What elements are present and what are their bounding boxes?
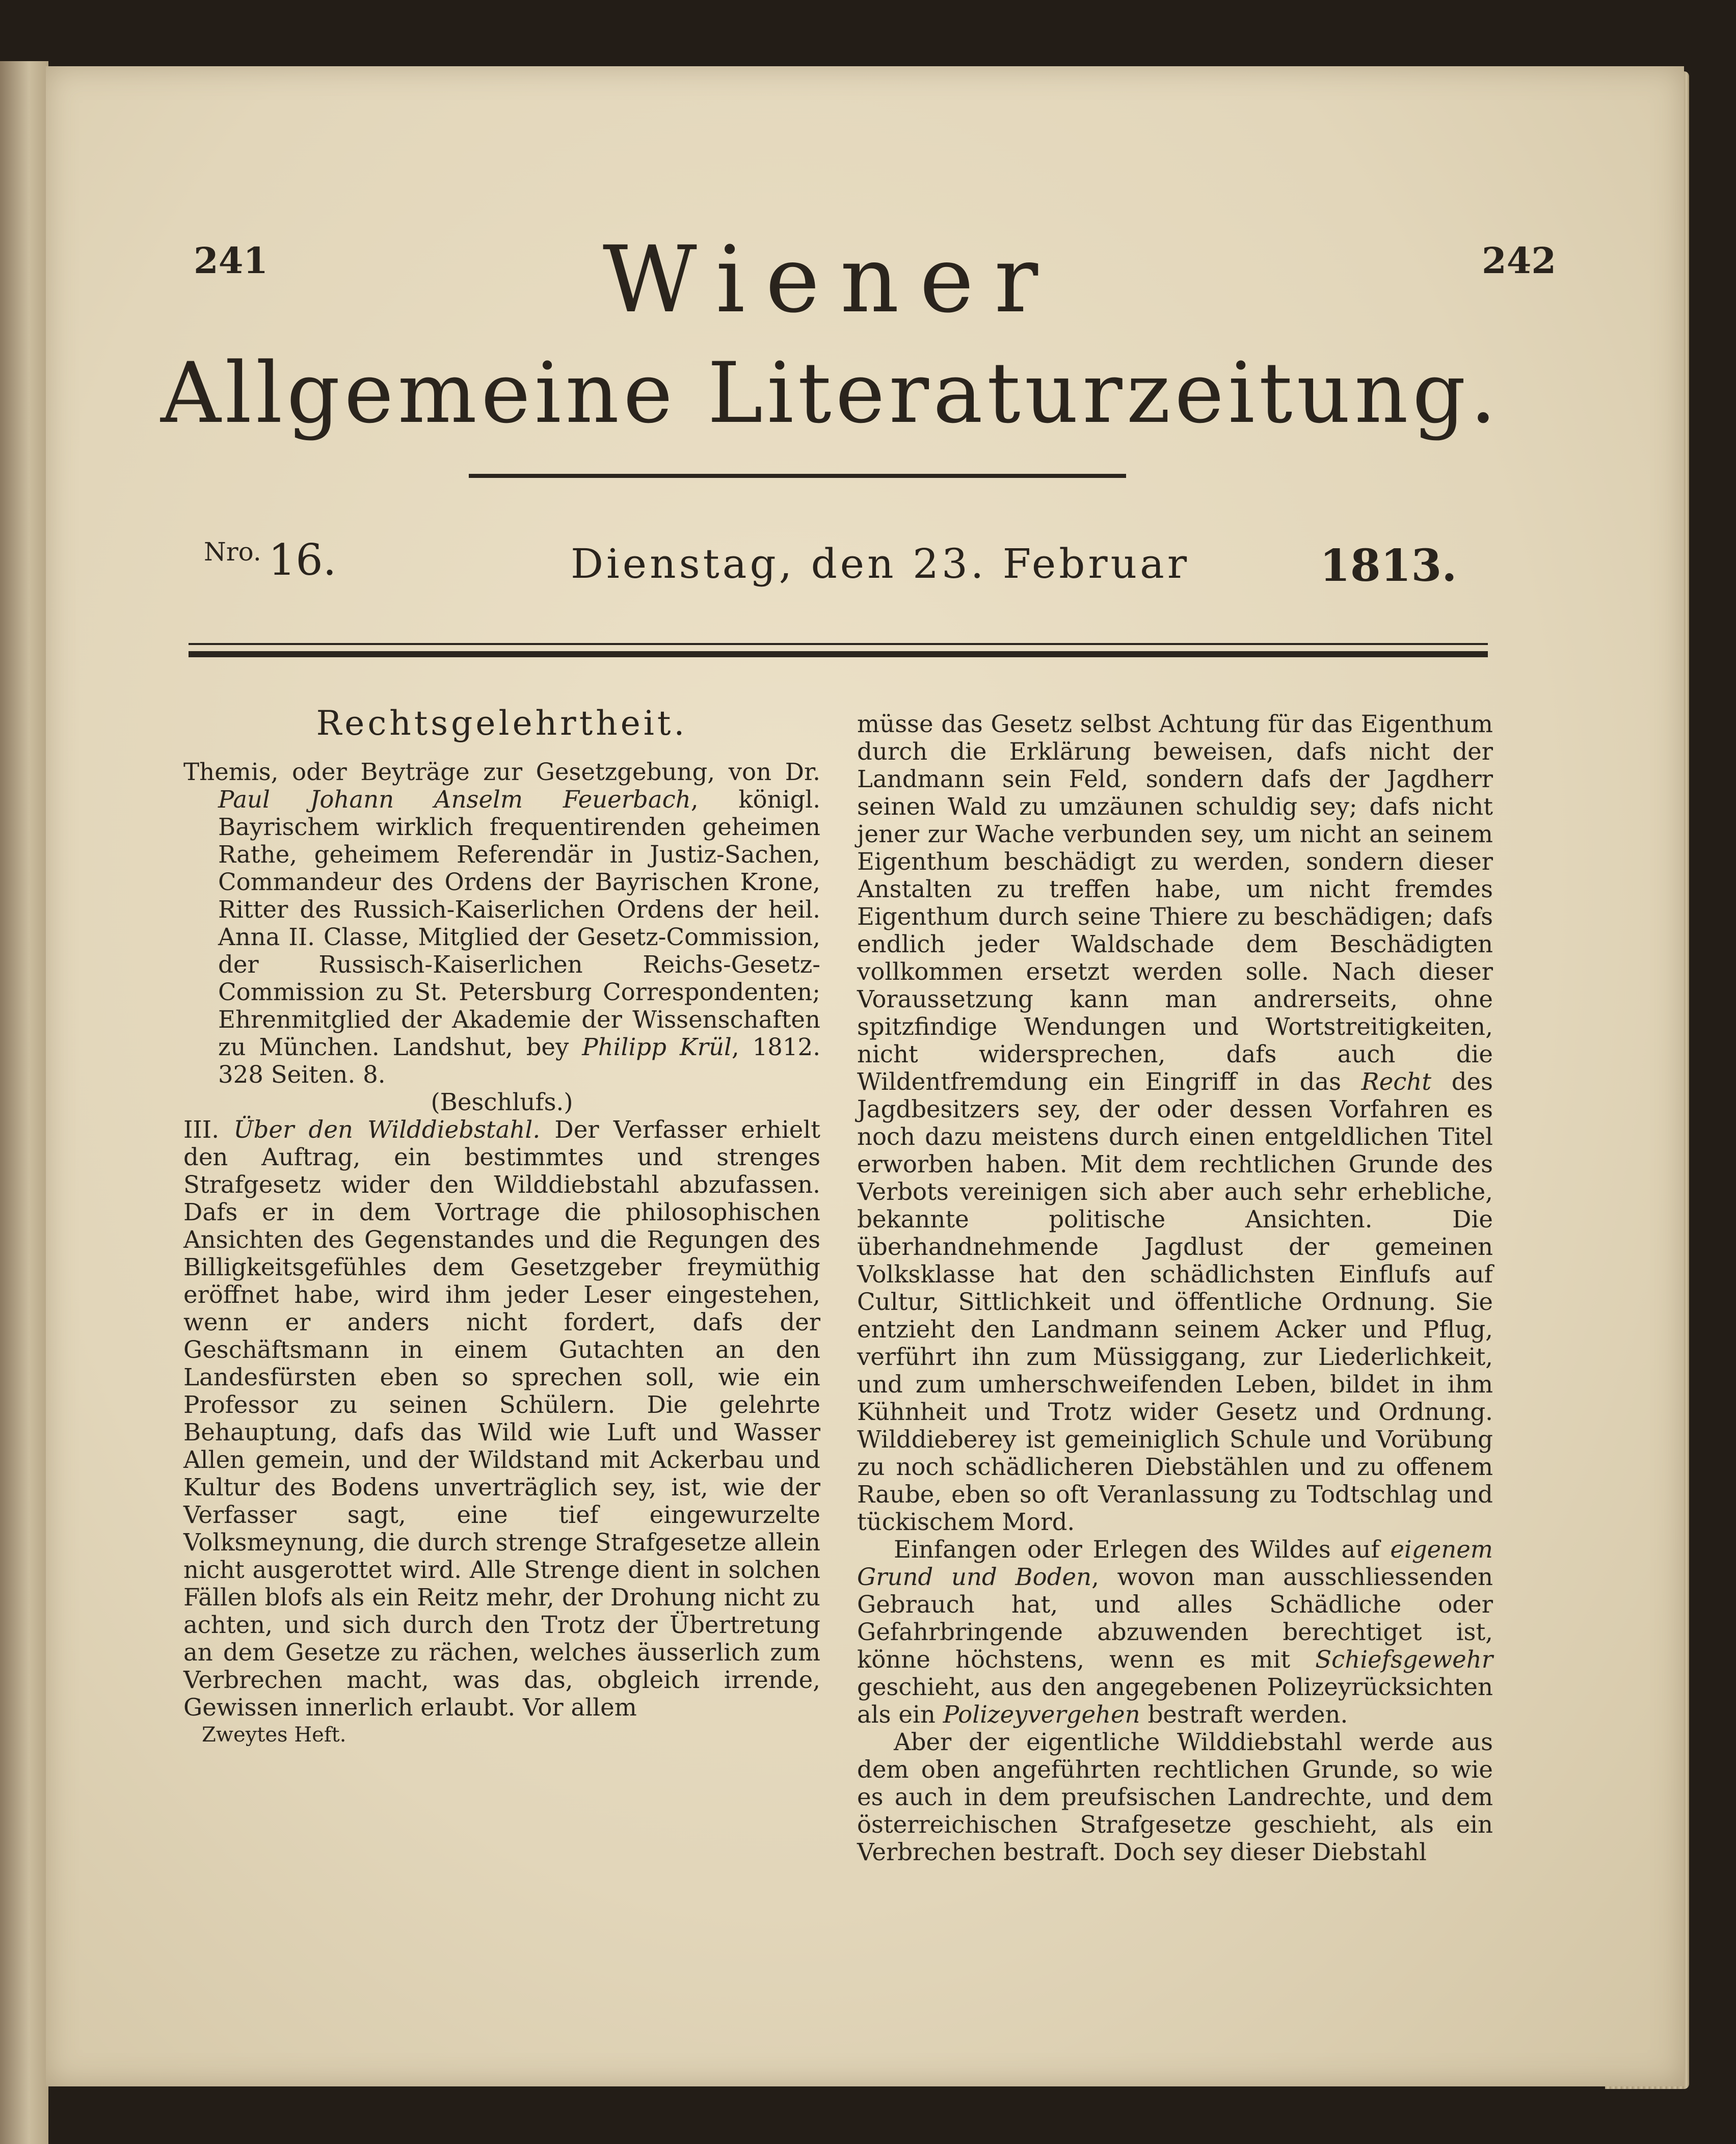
continuation-note: (Beschlufs.) <box>431 1088 573 1116</box>
masthead-line-1: Wiener <box>602 227 1059 333</box>
p2-end: bestraft werden. <box>1147 1701 1348 1728</box>
issue-prefix: Nro. <box>204 537 261 567</box>
issue-year: 1813. <box>1320 540 1457 592</box>
right-column <box>857 710 1493 1866</box>
page-number-left: 241 <box>194 239 269 282</box>
p1-emphasis: Recht <box>1361 1068 1432 1095</box>
bibliographic-entry <box>183 758 820 1088</box>
page-number-right: 242 <box>1482 239 1557 282</box>
p2-middle-2: geschieht, aus den angegebenen Polizeyrücksichten als ein <box>857 1673 1493 1728</box>
masthead-line-2: Allgemeine Literaturzeitung. <box>161 344 1501 442</box>
p2-emphasis-1: eigenem Grund und Boden <box>857 1536 1493 1591</box>
section-title: Rechtsgelehrtheit. <box>316 704 688 743</box>
right-paragraph-3: Aber der eigentliche Wilddiebstahl werde aus dem oben angeführten rechtlichen Grunde, so wie es auch in dem preufsischen Landrechte, und dem österreichischen Strafgesetze geschieht, als ein Verbrechen bestraft. Doch sey dieser Diebstahl <box>857 1728 1493 1866</box>
signature-mark: Zweytes Heft. <box>202 1723 346 1747</box>
paragraph-heading: Über den Wilddiebstahl. <box>233 1116 541 1143</box>
header-rule-thin <box>189 643 1488 645</box>
author-name: Paul Johann Anselm Feuerbach <box>218 786 691 813</box>
publisher-name: Philipp Krül <box>582 1033 732 1061</box>
issue-number-block <box>204 535 336 585</box>
biblio-start: Themis, oder Beyträge zur Gesetzgebung, von Dr. <box>183 758 820 786</box>
facing-page-edge <box>0 61 48 2144</box>
right-paragraph-1 <box>857 710 1493 1536</box>
p2-middle: , wovon man ausschliessenden Gebrauch hat, und alles Schädliche oder Gefahrbringende abzuwenden berechtiget ist, könne höchstens, wenn es mit <box>857 1563 1493 1673</box>
biblio-middle: , königl. Bayrischem wirklich frequentirenden geheimen Rathe, geheimem Referendär in Justiz-Sachen, Commandeur des Ordens der Bayrischen Krone, Ritter des Russich-Kaiserlichen Ordens der heil. Anna II. Classe, Mitglied der Gesetz-Commission, der Russisch-Kaiserlichen Reichs-Gesetz-Commission zu St. Petersburg Correspondenten; Ehrenmitglied der Akademie der Wissenschaften zu München. Landshut, bey <box>218 786 821 1061</box>
p1-text-end: des Jagdbesitzers sey, der oder dessen Vorfahren es noch dazu meistens durch einen entgeldlichen Titel erworben haben. Mit dem rechtlichen Grunde des Verbots vereinigen sich aber auch sehr erhebliche, bekannte politische Ansichten. Die überhandnehmende Jagdlust der gemeinen Volksklasse hat den schädlichsten Einflufs auf Cultur, Sittlichkeit und öffentliche Ordnung. Sie entzieht den Landmann seinem Acker und Pflug, verführt ihn zum Müssiggang, zur Liederlichkeit, und zum umherschweifenden Leben, bildet in ihm Kühnheit und Trotz wider Gesetz und Ordnung. Wilddieberey ist gemeiniglich Schule und Vorübung zu noch schädlicheren Diebstählen und zu offenem Raube, eben so oft Veranlassung zu Todtschlag und tückischem Mord. <box>857 1068 1493 1536</box>
p1-text: müsse das Gesetz selbst Achtung für das Eigenthum durch die Erklärung beweisen, dafs nicht der Landmann sein Feld, sondern dafs der Jagdherr seinen Wald zu umzäunen schuldig sey; dafs nicht jener zur Wache verbunden sey, um nicht an seinem Eigenthum beschädigt zu werden, sondern dieser Anstalten zu treffen habe, um nicht fremdes Eigenthum durch seine Thiere zu beschädigen; dafs endlich jeder Waldschade dem Beschädigten vollkommen ersetzt werden solle. Nach dieser Voraussetzung kann man andrerseits, ohne spitzfindige Wendungen und Wortstreitigkeiten, nicht widersprechen, dafs auch die Wildentfremdung ein Eingriff in das <box>857 710 1493 1095</box>
newspaper-page <box>46 66 1684 2086</box>
p2-emphasis-3: Polizeyvergehen <box>943 1701 1140 1728</box>
paragraph-label: III. <box>183 1116 220 1143</box>
paragraph-text: Der Verfasser erhielt den Auftrag, ein bestimmtes und strenges Strafgesetz wider den Wilddiebstahl abzufassen. Dafs er in dem Vortrage die philosophischen Ansichten des Gegenstandes und die Regungen des Billigkeitsgefühles dem Gesetzgeber freymüthig eröffnet habe, wird ihm jeder Leser eingestehen, wenn er anders nicht fordert, dafs der Geschäftsmann in einem Gutachten an den Landesfürsten eben so sprechen soll, wie ein Professor zu seinen Schülern. Die gelehrte Behauptung, dafs das Wild wie Luft und Wasser Allen gemein, und der Wildstand mit Ackerbau und Kultur des Bodens unverträglich sey, ist, wie der Verfasser sagt, eine tief eingewurzelte Volksmeynung, die durch strenge Strafgesetze allein nicht ausgerottet wird. Alle Strenge dient in solchen Fällen blofs als ein Reitz mehr, der Drohung nicht zu achten, und sich durch den Trotz der Übertretung an dem Gesetze zu rächen, welches äusserlich zum Verbrechen macht, was das, obgleich irrende, Gewissen innerlich erlaubt. Vor allem <box>183 1116 821 1721</box>
p2-start: Einfangen oder Erlegen des Wildes auf <box>894 1536 1380 1563</box>
page-content <box>143 66 1557 2086</box>
right-paragraph-2 <box>857 1536 1493 1728</box>
biblio-end: , 1812. 328 Seiten. 8. <box>218 1033 820 1088</box>
p2-emphasis-2: Schiefsgewehr <box>1315 1646 1493 1673</box>
left-column <box>183 703 820 1749</box>
issue-date: Dienstag, den 23. Februar <box>571 540 1190 587</box>
article-paragraph <box>183 1116 820 1721</box>
masthead-rule <box>469 474 1126 478</box>
header-rule-thick <box>189 651 1488 657</box>
issue-number: 16. <box>268 535 337 585</box>
